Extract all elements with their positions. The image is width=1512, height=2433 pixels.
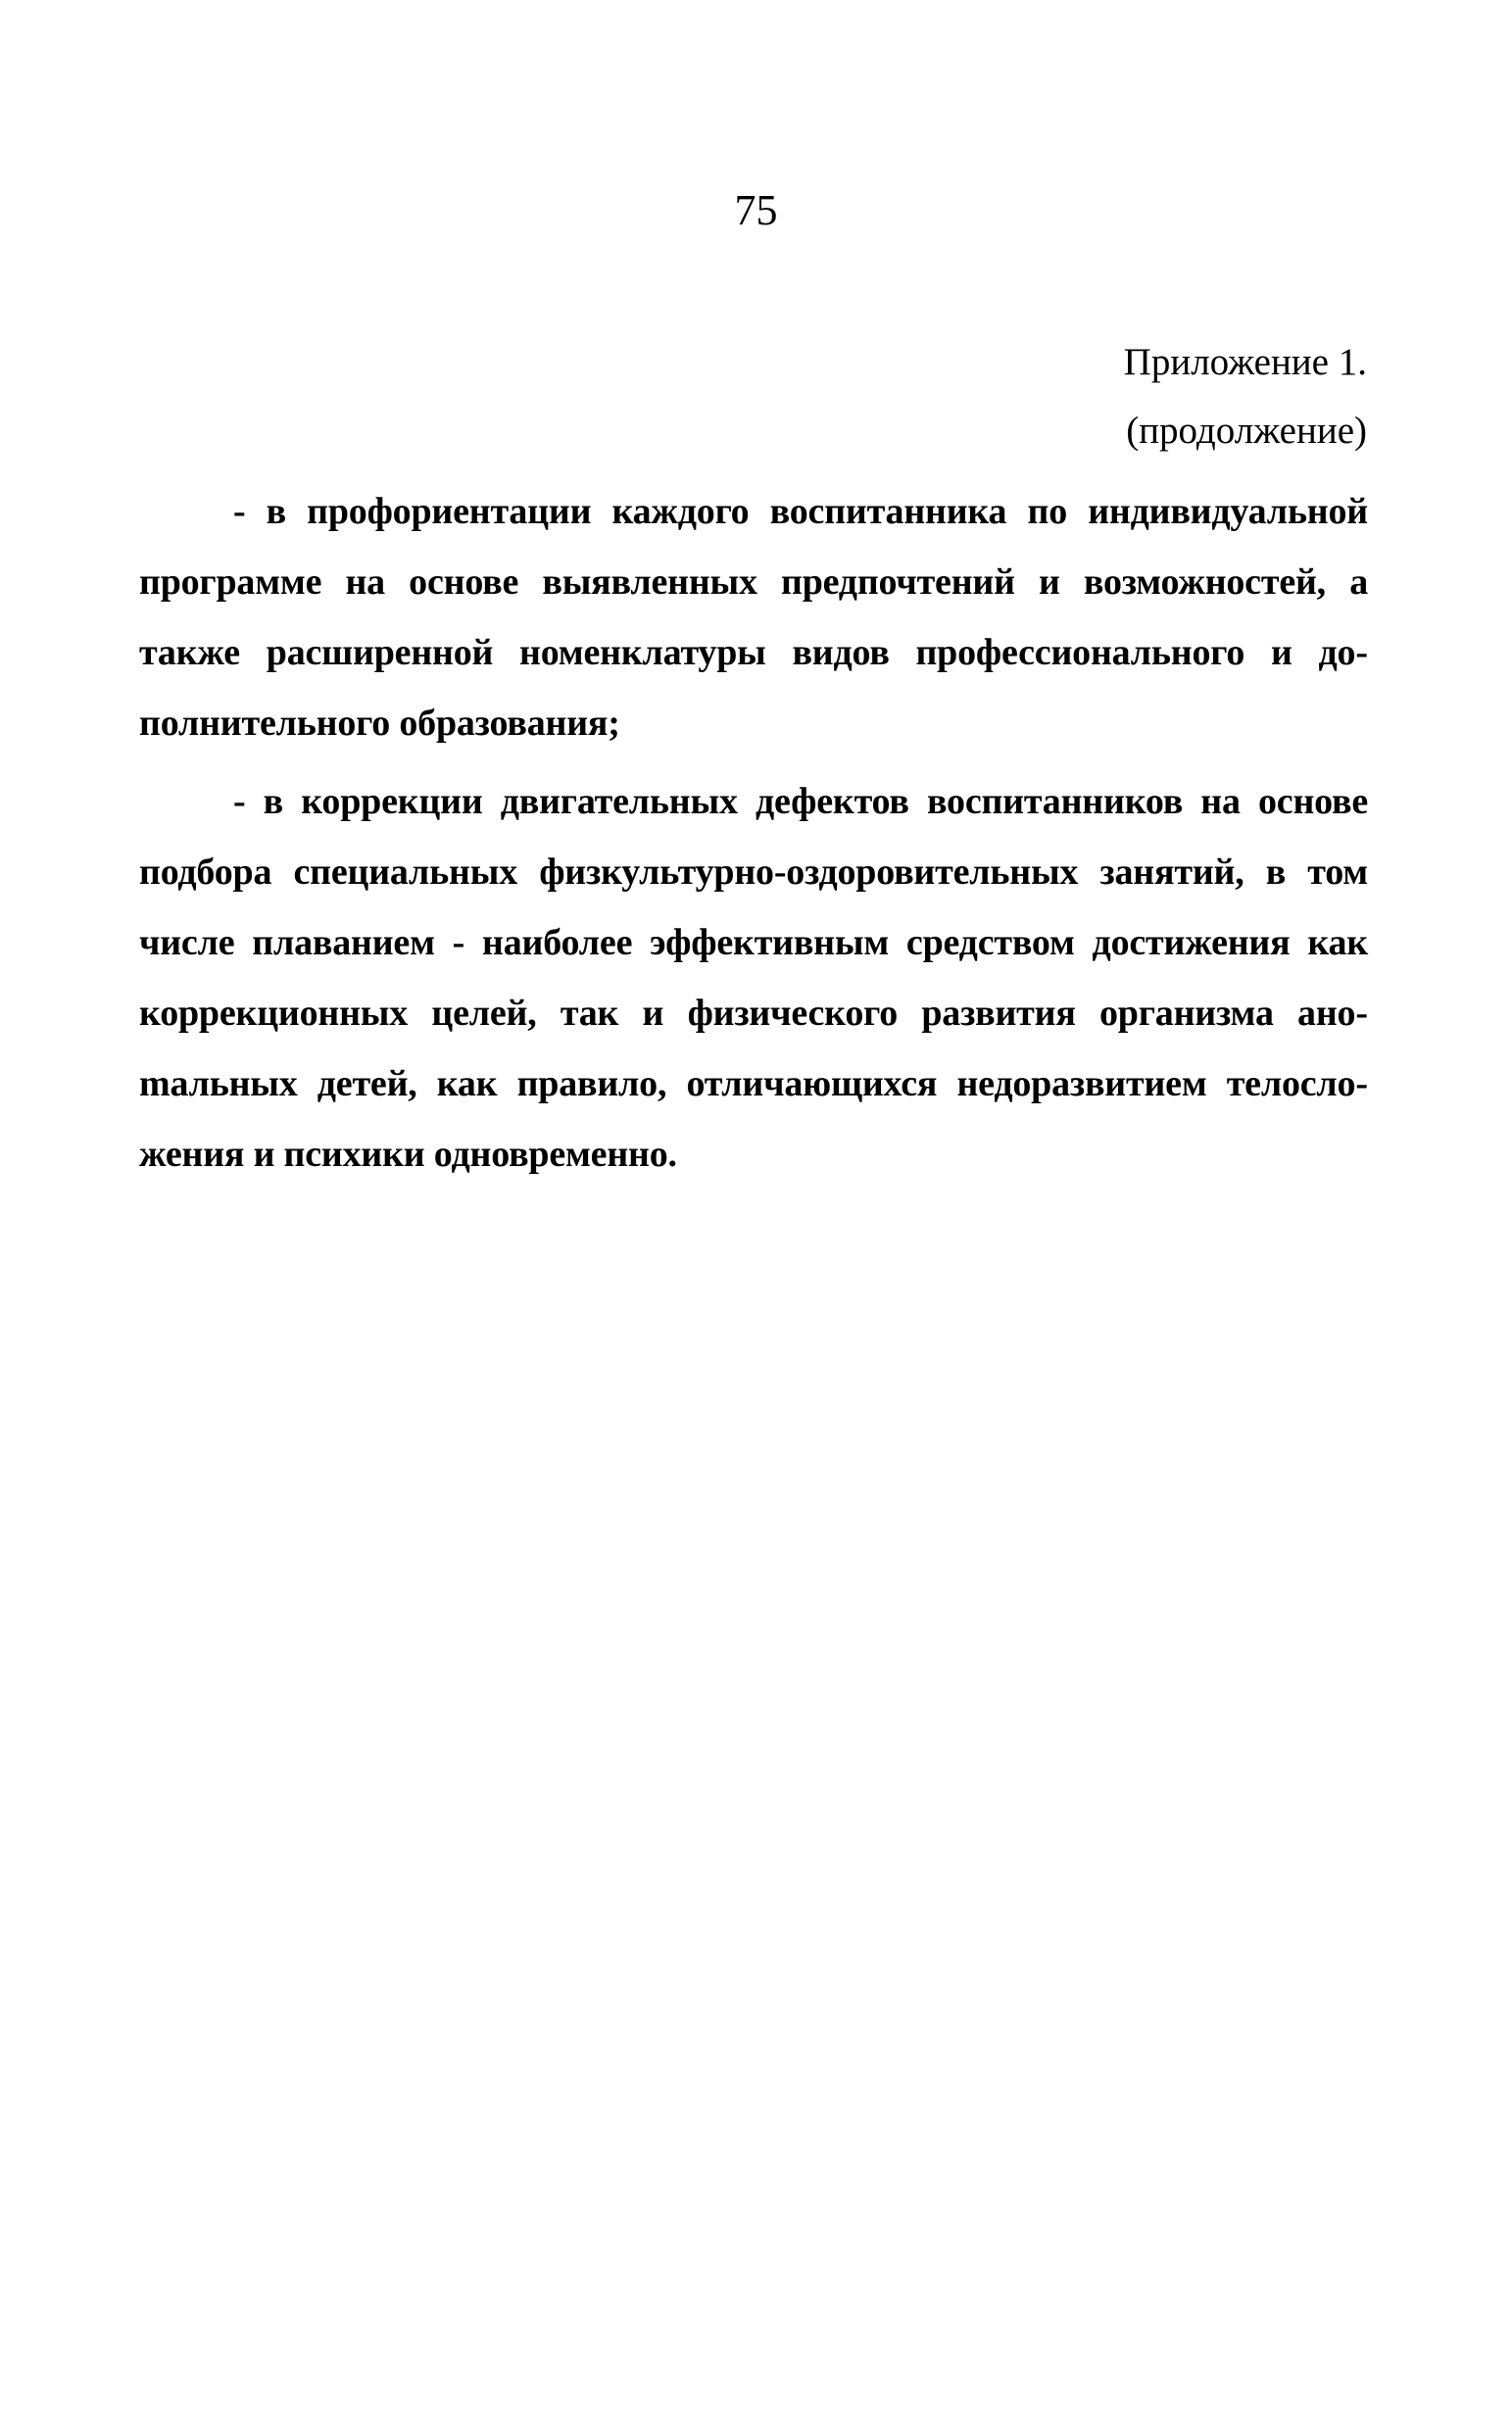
appendix-title: Приложение 1. <box>1123 341 1367 383</box>
paragraph-career-guidance: - в профориентации каждого воспитанника по индивидуальной программе на основе выявленных предпочтений и возможностей, а также расширенной номенклатуры видов профессионального и дополнительного образования; <box>139 491 1368 744</box>
appendix-header <box>1124 328 1367 465</box>
paragraph-motor-correction: - в коррекции двигательных дефектов воспитанников на основе подбора специальных физкультурно-оздоровительных занятий, в том числе плаванием - наиболее эффективным средством достижения как коррекционных целей, так и физического развития организма аноmальных детей, как правило, отличающихся недоразвитием телосложения и психики одновременно. <box>139 781 1368 1175</box>
appendix-subtitle: (продолжение) <box>1126 410 1367 452</box>
page-number: 75 <box>734 186 778 234</box>
body-text <box>139 476 1368 1197</box>
